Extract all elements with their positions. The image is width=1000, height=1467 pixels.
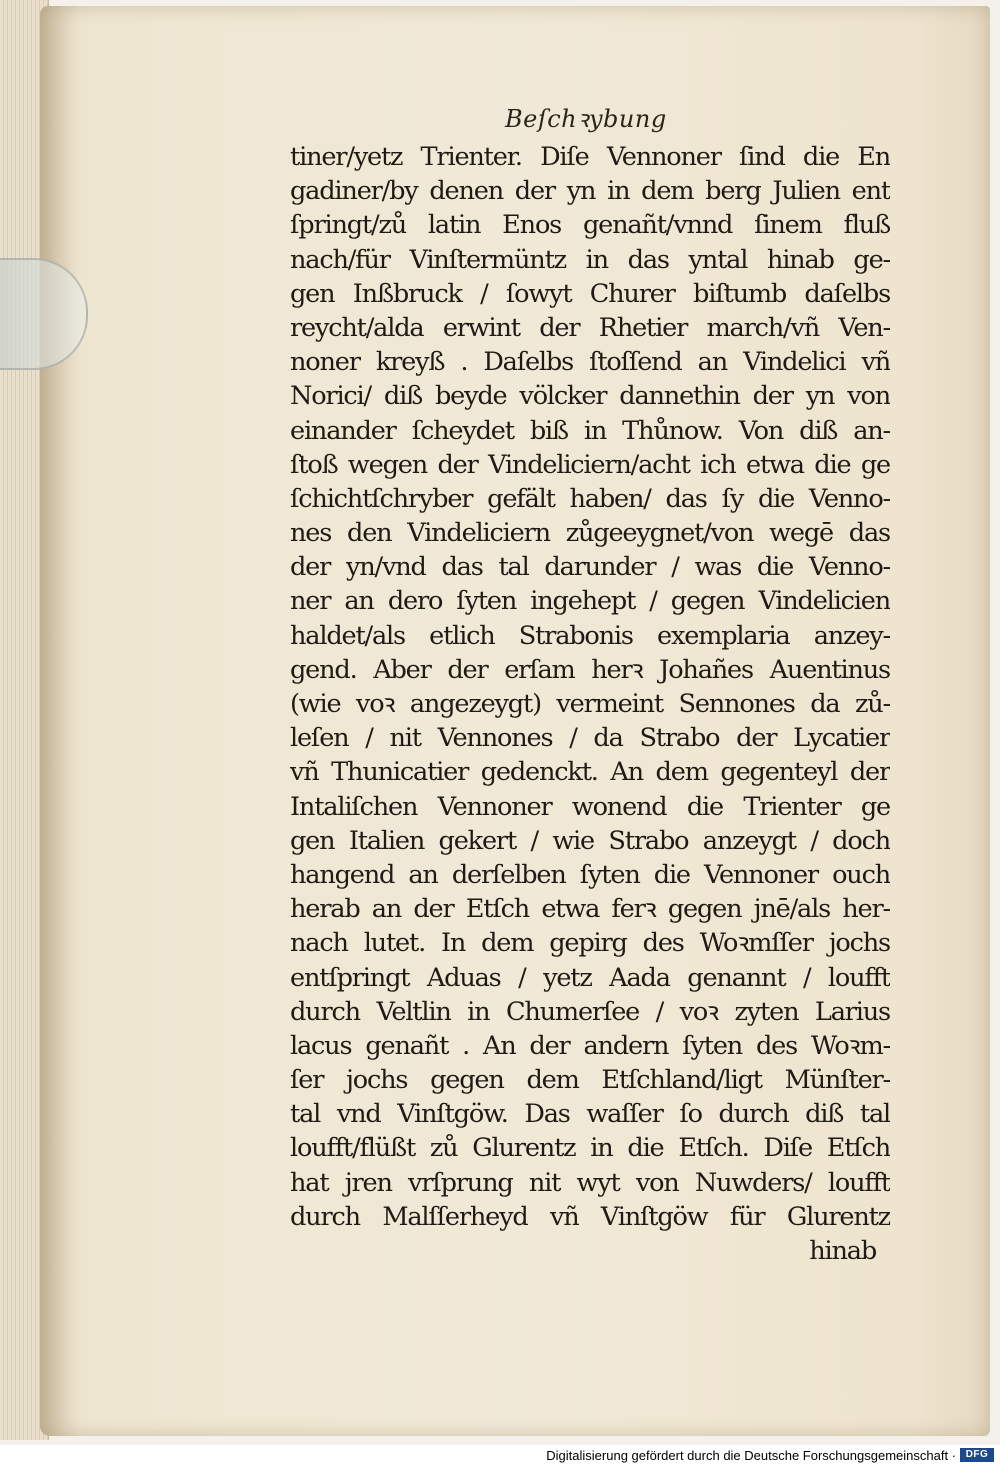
text-line: haldet/als etlich Strabonis exemplaria anzey- [290,620,890,651]
text-line: gadiner/by denen der yn in dem berg Julien ent [290,176,890,207]
text-line: noner kreyß . Daſelbs ſtoſſend an Vindelici vñ [290,347,890,378]
text-block [290,140,890,1268]
page-gutter-shadow [40,6,80,1436]
running-head: Beſchꝛybung [505,105,667,133]
text-line: herab an der Etſch etwa ferꝛ gegen jnē/als her- [290,894,890,925]
text-line: lacus genañt . An der andern ſyten des Woꝛm- [290,1030,890,1061]
catchword: hinab [809,1236,876,1266]
text-line: durch Veltlin in Chumerſee / voꝛ zyten Larius [290,996,890,1027]
text-line: nach/für Vinſtermüntz in das yntal hinab ge- [290,244,890,275]
text-line: Intaliſchen Vennoner wonend die Trienter ge [290,791,890,822]
text-line: nach lutet. In dem gepirg des Woꝛmſſer jochs [290,928,890,959]
text-line: einander ſcheydet biß in Thůnow. Von diß an- [290,415,890,446]
text-line: gend. Aber der erſam herꝛ Johañes Auentinus [290,654,890,685]
dfg-logo-icon: DFG [960,1448,994,1462]
text-line: reycht/alda erwint der Rhetier march/vñ Ven- [290,312,890,343]
text-line: hat jren vrſprung nit wyt von Nuwders/ loufft [290,1167,890,1198]
funding-credit: Digitalisierung gefördert durch die Deutsche Forschungsgemeinschaft · [546,1448,956,1463]
text-line: nes den Vindeliciern zůgeeygnet/von wegē das [290,518,890,549]
text-line: leſen / nit Vennones / da Strabo der Lycatier [290,723,890,754]
text-line: tiner/yetz Trienter. Diſe Vennoner ſind die En [290,142,890,172]
text-line: ſpringt/zů latin Enos genañt/vnnd ſinem fluß [290,210,890,241]
footer-bar [0,1445,1000,1467]
text-line: hangend an derſelben ſyten die Vennoner ouch [290,859,890,890]
text-line: ner an dero ſyten ingehept / gegen Vindelicien [290,586,890,617]
text-line: gen Italien gekert / wie Strabo anzeygt / doch [290,825,890,856]
text-line: der yn/vnd das tal darunder / was die Venno- [290,552,890,583]
text-line: ſer jochs gegen dem Etſchland/ligt Münſter- [290,1065,890,1096]
text-line: (wie voꝛ angezeygt) vermeint Sennones da zů- [290,689,890,719]
text-line: vñ Thunicatier gedenckt. An dem gegenteyl der [290,757,890,788]
text-line: ſchichtſchryber gefält haben/ das ſy die Venno- [290,483,890,514]
text-line: tal vnd Vinſtgöw. Das waſſer ſo durch diß tal [290,1099,890,1130]
text-line: Norici/ diß beyde völcker dannethin der yn von [290,381,890,412]
text-line: entſpringt Aduas / yetz Aada genannt / loufft [290,962,890,993]
text-line: loufft/flüßt zů Glurentz in die Etſch. Diſe Etſch [290,1133,890,1164]
text-line: gen Inßbruck / ſowyt Churer biſtumb daſelbs [290,278,890,309]
text-line: durch Malſſerheyd vñ Vinſtgöw für Glurentz [290,1201,890,1232]
text-line: ſtoß wegen der Vindeliciern/acht ich etwa die ge [290,449,890,480]
